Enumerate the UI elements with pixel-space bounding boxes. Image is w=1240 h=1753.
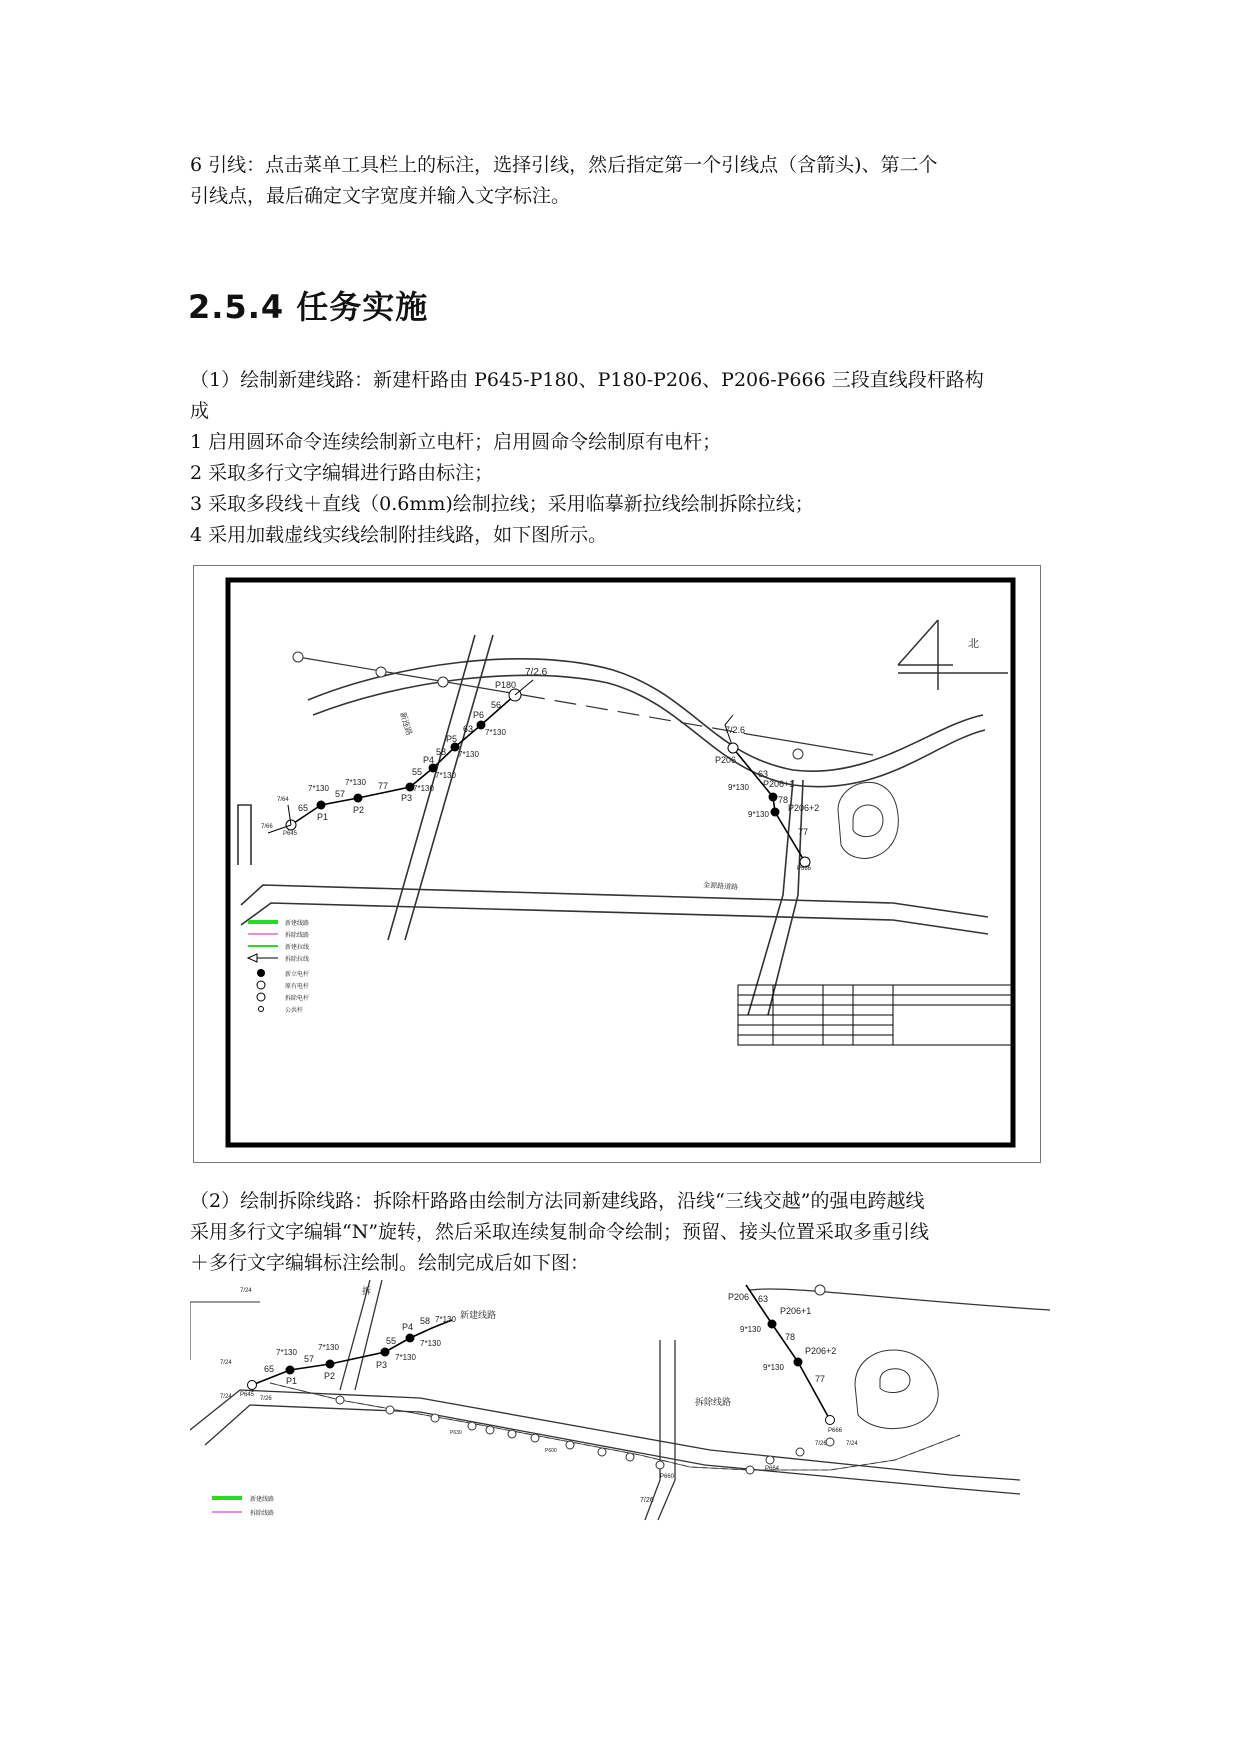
svg-text:拆除线路: 拆除线路 — [250, 1511, 275, 1517]
span-label: 57 — [335, 789, 346, 799]
pole-p206-2 — [794, 1358, 803, 1367]
svg-text:7*130: 7*130 — [276, 1348, 297, 1357]
svg-text:7*130: 7*130 — [435, 1315, 456, 1324]
figure-new-route-svg — [193, 565, 1041, 1163]
svg-text:P600: P600 — [545, 1448, 557, 1454]
svg-text:拆除拉线: 拆除拉线 — [285, 957, 310, 963]
svg-text:公共杆: 公共杆 — [285, 1008, 304, 1014]
figure-removal-route — [190, 1280, 1060, 1530]
pole-p1 — [286, 1366, 295, 1375]
spec-label: 7*130 — [458, 750, 479, 759]
svg-text:P1: P1 — [286, 1376, 298, 1386]
pole-p2 — [326, 1360, 335, 1369]
pole-label: P206+1 — [763, 779, 795, 789]
existing-pole — [376, 667, 386, 677]
svg-text:7/26: 7/26 — [260, 1396, 272, 1402]
road-label: 新连路 — [398, 710, 414, 737]
span-label: 63 — [463, 724, 474, 734]
svg-text:拆除线路: 拆除线路 — [695, 1397, 732, 1407]
existing-pole — [438, 677, 448, 687]
step1-line-1: （1）绘制新建线路：新建杆路由 P645-P180、P180-P206、P206-P666 三段直线段杆路构 — [190, 369, 984, 391]
step1-paragraph — [190, 365, 1060, 551]
svg-text:7/24: 7/24 — [846, 1441, 858, 1447]
pole-p206-1 — [769, 793, 778, 802]
spec-label: 7*130 — [435, 771, 456, 780]
svg-text:9*130: 9*130 — [763, 1363, 784, 1372]
svg-text:77: 77 — [815, 1374, 826, 1384]
road-label: 金源路道路 — [702, 882, 739, 892]
pond-outline — [855, 1350, 938, 1429]
svg-text:7/24: 7/24 — [220, 1360, 232, 1366]
svg-text:78: 78 — [785, 1332, 796, 1342]
stay-label: 7/66 — [261, 824, 273, 830]
svg-text:P206+2: P206+2 — [805, 1346, 837, 1356]
svg-text:P645: P645 — [240, 1392, 255, 1398]
span-label: 63 — [758, 769, 769, 779]
pole-p206 — [728, 743, 738, 753]
step1-line-6: 4 采用加载虚线实线绘制附挂线路，如下图所示。 — [190, 524, 608, 546]
intro-paragraph — [190, 150, 1060, 212]
svg-text:P206: P206 — [728, 1292, 750, 1302]
legend — [212, 1495, 274, 1517]
svg-text:7/24: 7/24 — [240, 1288, 252, 1294]
svg-text:7/26: 7/26 — [640, 1497, 654, 1504]
svg-text:63: 63 — [758, 1294, 769, 1304]
pole-p4 — [406, 1334, 415, 1343]
step2-paragraph — [190, 1186, 1060, 1279]
svg-text:P666: P666 — [828, 1428, 843, 1434]
spec-label: 9*130 — [728, 783, 749, 792]
pole-label-p666: P666 — [797, 866, 812, 872]
svg-text:拆除电杆: 拆除电杆 — [285, 996, 310, 1002]
pole-p206-1 — [768, 1320, 777, 1329]
svg-text:新建线路: 新建线路 — [250, 1497, 275, 1503]
spec-label: 7*130 — [308, 784, 329, 793]
svg-text:P3: P3 — [376, 1360, 388, 1370]
north-label: 北 — [968, 638, 979, 650]
pole-p645 — [248, 1381, 257, 1390]
svg-text:P630: P630 — [450, 1430, 462, 1436]
pole-label: P5 — [446, 734, 458, 744]
pole-label: P4 — [423, 755, 435, 765]
stay-label-p180: 7/2.6 — [525, 667, 548, 678]
span-label: 77 — [798, 827, 809, 837]
step1-line-5: 3 采取多段线＋直线（0.6mm)绘制拉线；采用临摹新拉线绘制拆除拉线； — [190, 493, 814, 515]
svg-text:7*130: 7*130 — [420, 1339, 441, 1348]
span-label: 78 — [778, 795, 789, 805]
pole-p3 — [381, 1348, 390, 1357]
existing-pole — [815, 1285, 825, 1295]
removed-poles — [336, 1396, 834, 1474]
stay-label: 7/64 — [277, 797, 289, 803]
svg-text:55: 55 — [386, 1336, 397, 1346]
step2-line-1: （2）绘制拆除线路：拆除杆路路由绘制方法同新建线路，沿线“三线交越”的强电跨越线 — [190, 1190, 925, 1212]
span-label: 55 — [412, 767, 423, 777]
svg-text:新建线路: 新建线路 — [285, 921, 310, 927]
pole-label: P1 — [317, 812, 329, 822]
step2-line-3: ＋多行文字编辑标注绘制。绘制完成后如下图： — [190, 1252, 590, 1274]
svg-text:新建拉线: 新建拉线 — [285, 945, 310, 951]
spec-label: 7*130 — [413, 784, 434, 793]
intro-line-1: 6 引线：点击菜单工具栏上的标注，选择引线，然后指定第一个引线点（含箭头)、第二个 — [190, 154, 938, 176]
svg-text:P664: P664 — [765, 1466, 780, 1472]
svg-text:57: 57 — [304, 1354, 315, 1364]
pole-label: P2 — [353, 805, 365, 815]
existing-pole — [793, 749, 803, 759]
existing-pole — [293, 652, 303, 662]
pole-label: P3 — [401, 793, 413, 803]
step1-line-3: 1 启用圆环命令连续绘制新立电杆；启用圆命令绘制原有电杆； — [190, 431, 722, 453]
svg-text:P2: P2 — [324, 1371, 336, 1381]
pole-label: P180 — [495, 680, 517, 690]
svg-text:58: 58 — [420, 1316, 431, 1326]
pole-label: P6 — [473, 710, 485, 720]
svg-text:拆: 拆 — [362, 1286, 372, 1296]
step2-line-2: 采用多行文字编辑“N”旋转，然后采取连续复制命令绘制；预留、接头位置采取多重引线 — [190, 1221, 930, 1243]
pole-p666 — [826, 1416, 835, 1425]
svg-text:9*130: 9*130 — [740, 1325, 761, 1334]
svg-text:7*130: 7*130 — [318, 1343, 339, 1352]
svg-text:7*130: 7*130 — [395, 1353, 416, 1362]
pole-p2 — [354, 794, 363, 803]
svg-text:新立电杆: 新立电杆 — [285, 972, 310, 978]
svg-text:P206+1: P206+1 — [780, 1306, 812, 1316]
svg-text:P660: P660 — [660, 1474, 675, 1480]
svg-text:新建线路: 新建线路 — [460, 1310, 497, 1320]
span-label: 77 — [378, 781, 389, 791]
svg-text:7/26: 7/26 — [815, 1441, 827, 1447]
step1-line-2: 成 — [190, 400, 210, 422]
spec-label: 9*130 — [748, 810, 769, 819]
pole-p1 — [317, 801, 326, 810]
span-label: 58 — [436, 747, 447, 757]
pole-label: P206+2 — [788, 803, 820, 813]
span-label: 65 — [298, 803, 309, 813]
pole-label-p645: P645 — [283, 831, 298, 837]
step1-line-4: 2 采取多行文字编辑进行路由标注； — [190, 462, 494, 484]
pole-label: P206 — [715, 755, 737, 765]
section-heading: 2.5.4 任务实施 — [188, 288, 429, 326]
spec-label: 7*130 — [345, 778, 366, 787]
stay-label-p206: 7/2.6 — [725, 725, 746, 735]
svg-text:原有电杆: 原有电杆 — [285, 984, 310, 990]
figure-removal-route-svg — [190, 1280, 1060, 1530]
svg-text:7/24: 7/24 — [220, 1394, 232, 1400]
pole-p206-2 — [771, 808, 780, 817]
svg-text:拆除线路: 拆除线路 — [285, 933, 310, 939]
span-label: 56 — [491, 700, 502, 710]
figure-new-route — [193, 565, 1041, 1163]
svg-text:P4: P4 — [402, 1322, 414, 1332]
svg-text:65: 65 — [264, 1364, 275, 1374]
road-lines — [190, 1280, 1050, 1520]
intro-line-2: 引线点，最后确定文字宽度并输入文字标注。 — [190, 185, 571, 207]
spec-label: 7*130 — [485, 728, 506, 737]
